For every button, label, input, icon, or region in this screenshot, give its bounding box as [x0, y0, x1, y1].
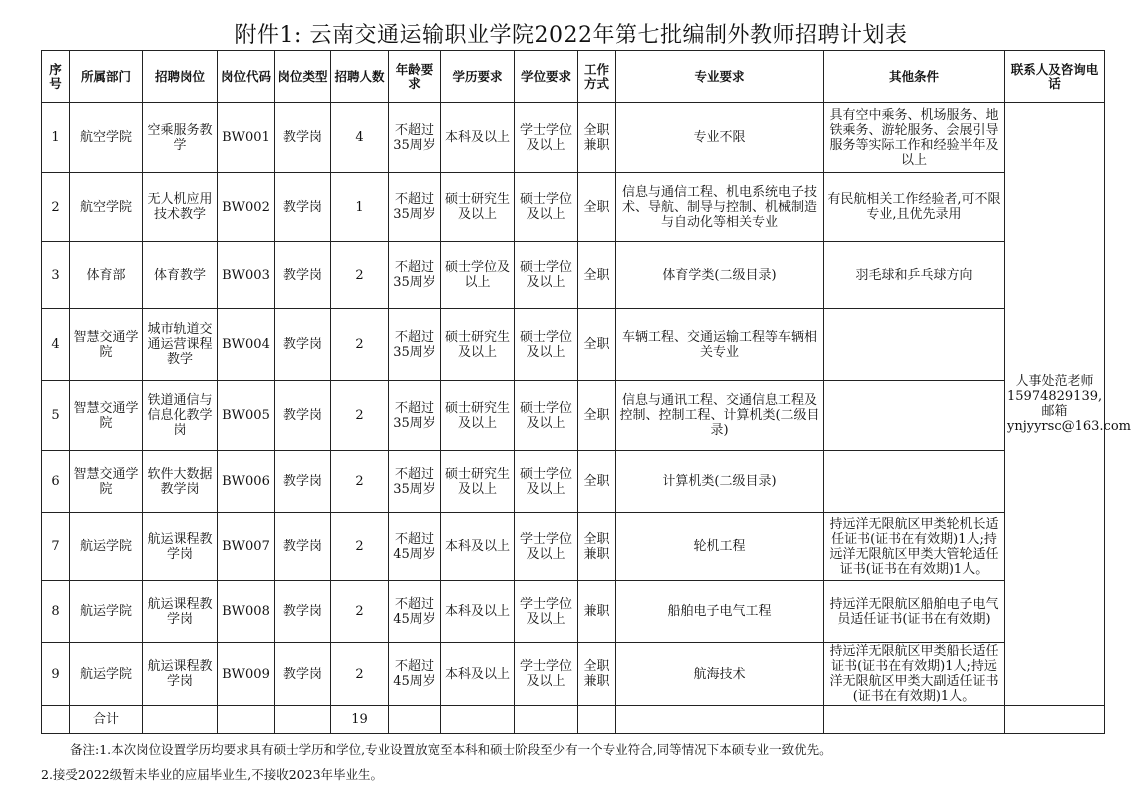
work-mode: 兼职	[578, 581, 616, 643]
row-number: 9	[42, 643, 70, 706]
total-count: 19	[331, 706, 389, 734]
education-requirement: 本科及以上	[441, 643, 515, 706]
age-requirement: 不超过35周岁	[389, 103, 441, 173]
major-requirement: 船舶电子电气工程	[616, 581, 824, 643]
other-conditions: 持远洋无限航区船舶电子电气员适任证书(证书在有效期)	[824, 581, 1005, 643]
department: 航运学院	[70, 581, 143, 643]
degree-requirement: 硕士学位及以上	[515, 309, 578, 381]
age-requirement: 不超过45周岁	[389, 513, 441, 581]
age-requirement: 不超过45周岁	[389, 581, 441, 643]
position-code: BW007	[218, 513, 275, 581]
header-row	[42, 51, 1105, 103]
age-requirement: 不超过45周岁	[389, 643, 441, 706]
department: 航运学院	[70, 513, 143, 581]
other-conditions	[824, 309, 1005, 381]
work-mode: 全职兼职	[578, 643, 616, 706]
education-requirement: 硕士学位及以上	[441, 242, 515, 309]
table-row	[42, 643, 1105, 706]
header-cell: 序号	[42, 51, 70, 103]
header-cell: 年龄要求	[389, 51, 441, 103]
major-requirement: 计算机类(二级目录)	[616, 451, 824, 513]
position-type: 教学岗	[275, 103, 331, 173]
degree-requirement: 硕士学位及以上	[515, 173, 578, 242]
hire-count: 2	[331, 242, 389, 309]
work-mode: 全职	[578, 309, 616, 381]
hire-count: 2	[331, 451, 389, 513]
header-cell: 所属部门	[70, 51, 143, 103]
hire-count: 2	[331, 513, 389, 581]
department: 智慧交通学院	[70, 381, 143, 451]
work-mode: 全职兼职	[578, 513, 616, 581]
row-number: 2	[42, 173, 70, 242]
degree-requirement: 硕士学位及以上	[515, 451, 578, 513]
position-code: BW002	[218, 173, 275, 242]
other-conditions: 有民航相关工作经验者,可不限专业,且优先录用	[824, 173, 1005, 242]
table-row	[42, 173, 1105, 242]
total-row	[42, 706, 1105, 734]
row-number: 6	[42, 451, 70, 513]
header-cell: 招聘岗位	[143, 51, 218, 103]
age-requirement: 不超过35周岁	[389, 381, 441, 451]
table-row	[42, 309, 1105, 381]
hire-count: 2	[331, 643, 389, 706]
work-mode: 全职	[578, 381, 616, 451]
row-number: 7	[42, 513, 70, 581]
position-code: BW008	[218, 581, 275, 643]
department: 体育部	[70, 242, 143, 309]
other-conditions	[824, 451, 1005, 513]
row-number: 3	[42, 242, 70, 309]
header-cell: 岗位类型	[275, 51, 331, 103]
department: 航运学院	[70, 643, 143, 706]
other-conditions: 持远洋无限航区甲类轮机长适任证书(证书在有效期)1人;持远洋无限航区甲类大管轮适任证书(证书在有效期)1人。	[824, 513, 1005, 581]
work-mode: 全职	[578, 242, 616, 309]
position-type: 教学岗	[275, 309, 331, 381]
position: 空乘服务教学	[143, 103, 218, 173]
footnote-1: 备注:1.本次岗位设置学历均要求具有硕士学历和学位,专业设置放宽至本科和硕士阶段至少有一个专业符合,同等情况下本硕专业一致优先。	[70, 742, 832, 757]
position: 航运课程教学岗	[143, 643, 218, 706]
position-code: BW003	[218, 242, 275, 309]
position: 城市轨道交通运营课程教学	[143, 309, 218, 381]
hire-count: 2	[331, 581, 389, 643]
footnote-2: 2.接受2022级暂未毕业的应届毕业生,不接收2023年毕业生。	[41, 767, 384, 782]
position: 无人机应用技术教学	[143, 173, 218, 242]
row-number: 4	[42, 309, 70, 381]
header-cell: 专业要求	[616, 51, 824, 103]
position: 航运课程教学岗	[143, 581, 218, 643]
position-type: 教学岗	[275, 451, 331, 513]
header-cell: 工作方式	[578, 51, 616, 103]
department: 智慧交通学院	[70, 309, 143, 381]
age-requirement: 不超过35周岁	[389, 173, 441, 242]
position-type: 教学岗	[275, 513, 331, 581]
degree-requirement: 学士学位及以上	[515, 581, 578, 643]
table-row	[42, 581, 1105, 643]
major-requirement: 轮机工程	[616, 513, 824, 581]
major-requirement: 专业不限	[616, 103, 824, 173]
position-code: BW006	[218, 451, 275, 513]
position-code: BW001	[218, 103, 275, 173]
degree-requirement: 硕士学位及以上	[515, 242, 578, 309]
table-row	[42, 513, 1105, 581]
row-number: 1	[42, 103, 70, 173]
position: 软件大数据教学岗	[143, 451, 218, 513]
education-requirement: 本科及以上	[441, 513, 515, 581]
table-row	[42, 103, 1105, 173]
other-conditions: 羽毛球和乒乓球方向	[824, 242, 1005, 309]
major-requirement: 信息与通讯工程、交通信息工程及控制、控制工程、计算机类(二级目录)	[616, 381, 824, 451]
other-conditions: 持远洋无限航区甲类船长适任证书(证书在有效期)1人;持远洋无限航区甲类大副适任证书(证书在有效期)1人。	[824, 643, 1005, 706]
row-number: 8	[42, 581, 70, 643]
age-requirement: 不超过35周岁	[389, 451, 441, 513]
age-requirement: 不超过35周岁	[389, 242, 441, 309]
major-requirement: 航海技术	[616, 643, 824, 706]
position: 体育教学	[143, 242, 218, 309]
recruitment-table	[41, 50, 1131, 734]
position-type: 教学岗	[275, 173, 331, 242]
header-cell: 学位要求	[515, 51, 578, 103]
header-cell: 招聘人数	[331, 51, 389, 103]
header-cell: 学历要求	[441, 51, 515, 103]
contact-info: 人事处范老师15974829139,邮箱ynjyyrsc@163.com	[1005, 103, 1105, 706]
education-requirement: 硕士研究生及以上	[441, 173, 515, 242]
position-type: 教学岗	[275, 242, 331, 309]
degree-requirement: 学士学位及以上	[515, 103, 578, 173]
hire-count: 4	[331, 103, 389, 173]
other-conditions: 具有空中乘务、机场服务、地铁乘务、游轮服务、会展引导服务等实际工作和经验半年及以上	[824, 103, 1005, 173]
degree-requirement: 学士学位及以上	[515, 513, 578, 581]
row-number: 5	[42, 381, 70, 451]
major-requirement: 车辆工程、交通运输工程等车辆相关专业	[616, 309, 824, 381]
table-row	[42, 242, 1105, 309]
header-cell: 岗位代码	[218, 51, 275, 103]
work-mode: 全职兼职	[578, 103, 616, 173]
position-type: 教学岗	[275, 381, 331, 451]
education-requirement: 硕士研究生及以上	[441, 309, 515, 381]
position-type: 教学岗	[275, 581, 331, 643]
department: 航空学院	[70, 103, 143, 173]
hire-count: 2	[331, 381, 389, 451]
header-cell: 联系人及咨询电话	[1005, 51, 1105, 103]
education-requirement: 硕士研究生及以上	[441, 451, 515, 513]
table-row	[42, 451, 1105, 513]
position-code: BW009	[218, 643, 275, 706]
department: 航空学院	[70, 173, 143, 242]
work-mode: 全职	[578, 451, 616, 513]
hire-count: 2	[331, 309, 389, 381]
position: 铁道通信与信息化教学岗	[143, 381, 218, 451]
position-code: BW005	[218, 381, 275, 451]
education-requirement: 本科及以上	[441, 581, 515, 643]
education-requirement: 本科及以上	[441, 103, 515, 173]
degree-requirement: 学士学位及以上	[515, 643, 578, 706]
department: 智慧交通学院	[70, 451, 143, 513]
total-label: 合计	[70, 706, 143, 734]
age-requirement: 不超过35周岁	[389, 309, 441, 381]
header-cell: 其他条件	[824, 51, 1005, 103]
degree-requirement: 硕士学位及以上	[515, 381, 578, 451]
table-row	[42, 381, 1105, 451]
major-requirement: 信息与通信工程、机电系统电子技术、导航、制导与控制、机械制造与自动化等相关专业	[616, 173, 824, 242]
major-requirement: 体育学类(二级目录)	[616, 242, 824, 309]
education-requirement: 硕士研究生及以上	[441, 381, 515, 451]
page-title: 附件1: 云南交通运输职业学院2022年第七批编制外教师招聘计划表	[234, 23, 908, 48]
work-mode: 全职	[578, 173, 616, 242]
position-type: 教学岗	[275, 643, 331, 706]
other-conditions	[824, 381, 1005, 451]
position-code: BW004	[218, 309, 275, 381]
hire-count: 1	[331, 173, 389, 242]
position: 航运课程教学岗	[143, 513, 218, 581]
